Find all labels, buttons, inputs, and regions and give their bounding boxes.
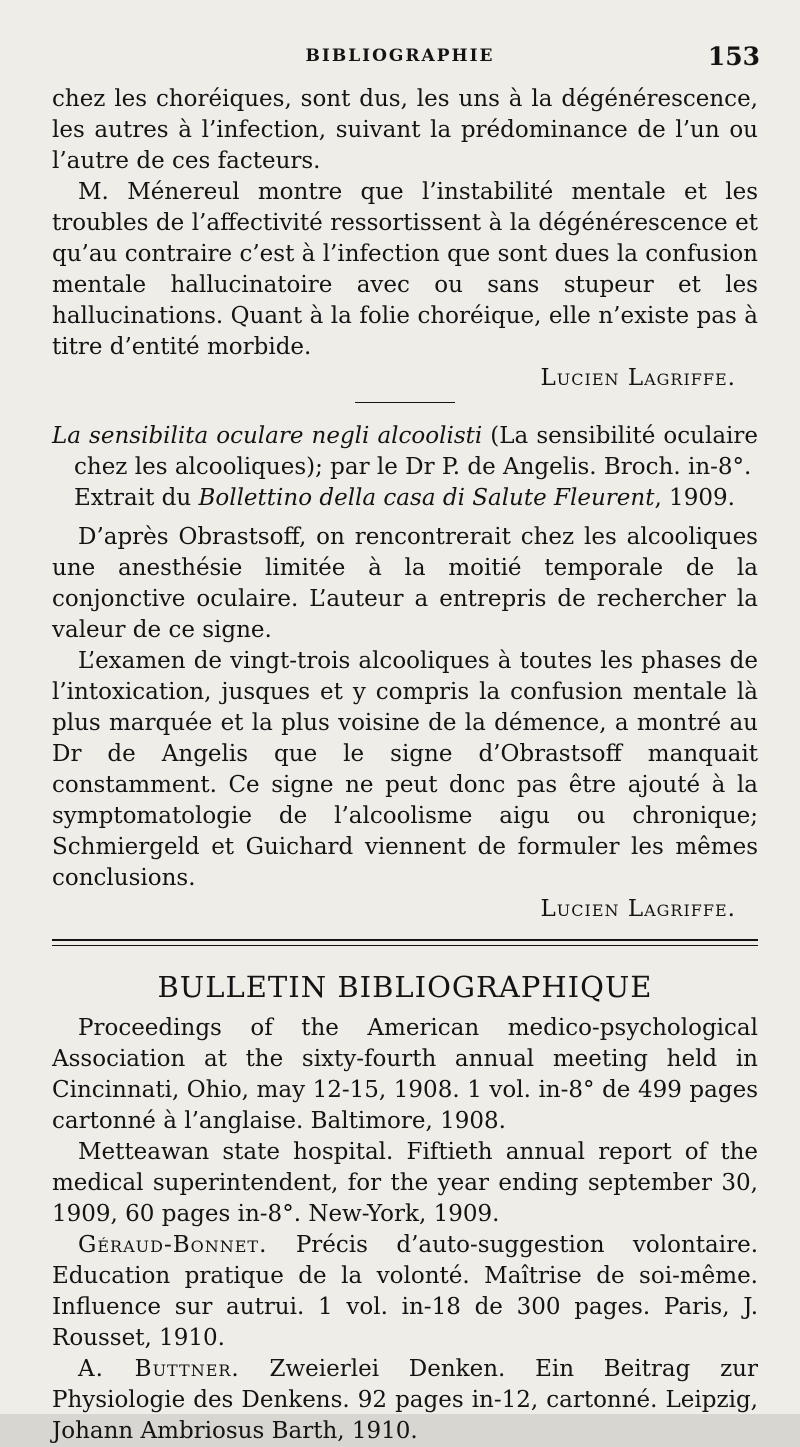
- bulletin-entry-author: A. Buttner.: [78, 1356, 240, 1382]
- section-divider: [355, 402, 455, 403]
- bulletin-entry: [52, 1230, 758, 1354]
- running-title: BIBLIOGRAPHIE: [305, 46, 495, 66]
- bulletin-entry-author: Géraud-Bonnet.: [78, 1232, 268, 1258]
- review-signature: Lucien Lagriffe.: [540, 365, 736, 391]
- review-alcoholics: [52, 421, 758, 925]
- double-rule: [52, 939, 758, 946]
- review-extract-prefix: Extrait du: [74, 485, 199, 511]
- review-paragraph: L’examen de vingt-trois alcooliques à toutes les phases de l’intoxication, jusques et y compris la confusion mentale là plus marquée et la plus voisine de la démence, a montré au Dr de Angelis que le signe d’Obrastsoff manquait constamment. Ce signe ne peut donc pas être ajouté à la symptomatologie de l’alcoolisme aigu ou chronique; Schmiergeld et Guichard viennent de formuler les mêmes conclusions.: [52, 648, 758, 891]
- review-paragraph: D’après Obrastsoff, on rencontrerait chez les alcooliques une anesthésie limitée à la moitié temporale de la conjonctive oculaire. L’auteur a entrepris de rechercher la valeur de ce signe.: [52, 524, 758, 643]
- bulletin-entry: [52, 1354, 758, 1447]
- review-title-rest: (La sensibilité oculaire chez les alcooliques); par le Dr P. de Angelis. Broch. in-8°.: [74, 423, 759, 480]
- bulletin-entry-text: Précis d’auto-suggestion volontaire. Education pratique de la volonté. Maîtrise de soi-même. Influence sur autrui. 1 vol. in-18 de 300 pages. Paris, J. Rousset, 1910.: [52, 1232, 758, 1351]
- bulletin-heading: BULLETIN BIBLIOGRAPHIQUE: [157, 970, 653, 1004]
- review-extract-journal: Bollettino della casa di Salute Fleurent: [198, 485, 655, 511]
- review-title-italic: La sensibilita oculare negli alcoolisti: [52, 423, 483, 449]
- page-number: 153: [707, 42, 760, 71]
- review-title: [52, 421, 758, 514]
- page-body: [52, 84, 758, 1447]
- review-signature: Lucien Lagriffe.: [540, 896, 736, 922]
- page-header: [0, 42, 800, 78]
- review-chorea: [52, 84, 758, 394]
- bulletin-section: [52, 972, 758, 1447]
- bulletin-entry-text: Metteawan state hospital. Fiftieth annual report of the medical superintendent, for the year ending september 30, 1909, 60 pages in-8°. New-York, 1909.: [52, 1139, 758, 1227]
- review-paragraph: M. Ménereul montre que l’instabilité mentale et les troubles de l’affectivité ressortissent à la dégénérescence et qu’au contraire c’est à l’infection que sont dues la confusion mentale hallucinatoire avec ou sans stupeur et les hallucinations. Quant à la folie choréique, elle n’existe pas à titre d’entité morbide.: [52, 179, 758, 360]
- bulletin-entry: [52, 1137, 758, 1230]
- bulletin-entry-text: Zweierlei Denken. Ein Beitrag zur Physiologie des Denkens. 92 pages in-12, cartonné. Leipzig, Johann Ambriosus Barth, 1910.: [52, 1356, 758, 1444]
- bulletin-entry: [52, 1013, 758, 1137]
- review-paragraph: chez les choréiques, sont dus, les uns à la dégénérescence, les autres à l’infection, suivant la prédominance de l’un ou l’autre de ces facteurs.: [52, 86, 758, 174]
- bulletin-entry-text: Proceedings of the American medico-psychological Association at the sixty-fourth annual meeting held in Cincinnati, Ohio, may 12-15, 1908. 1 vol. in-8° de 499 pages cartonné à l’anglaise. Baltimore, 1908.: [52, 1015, 758, 1134]
- review-extract-suffix: , 1909.: [654, 485, 735, 511]
